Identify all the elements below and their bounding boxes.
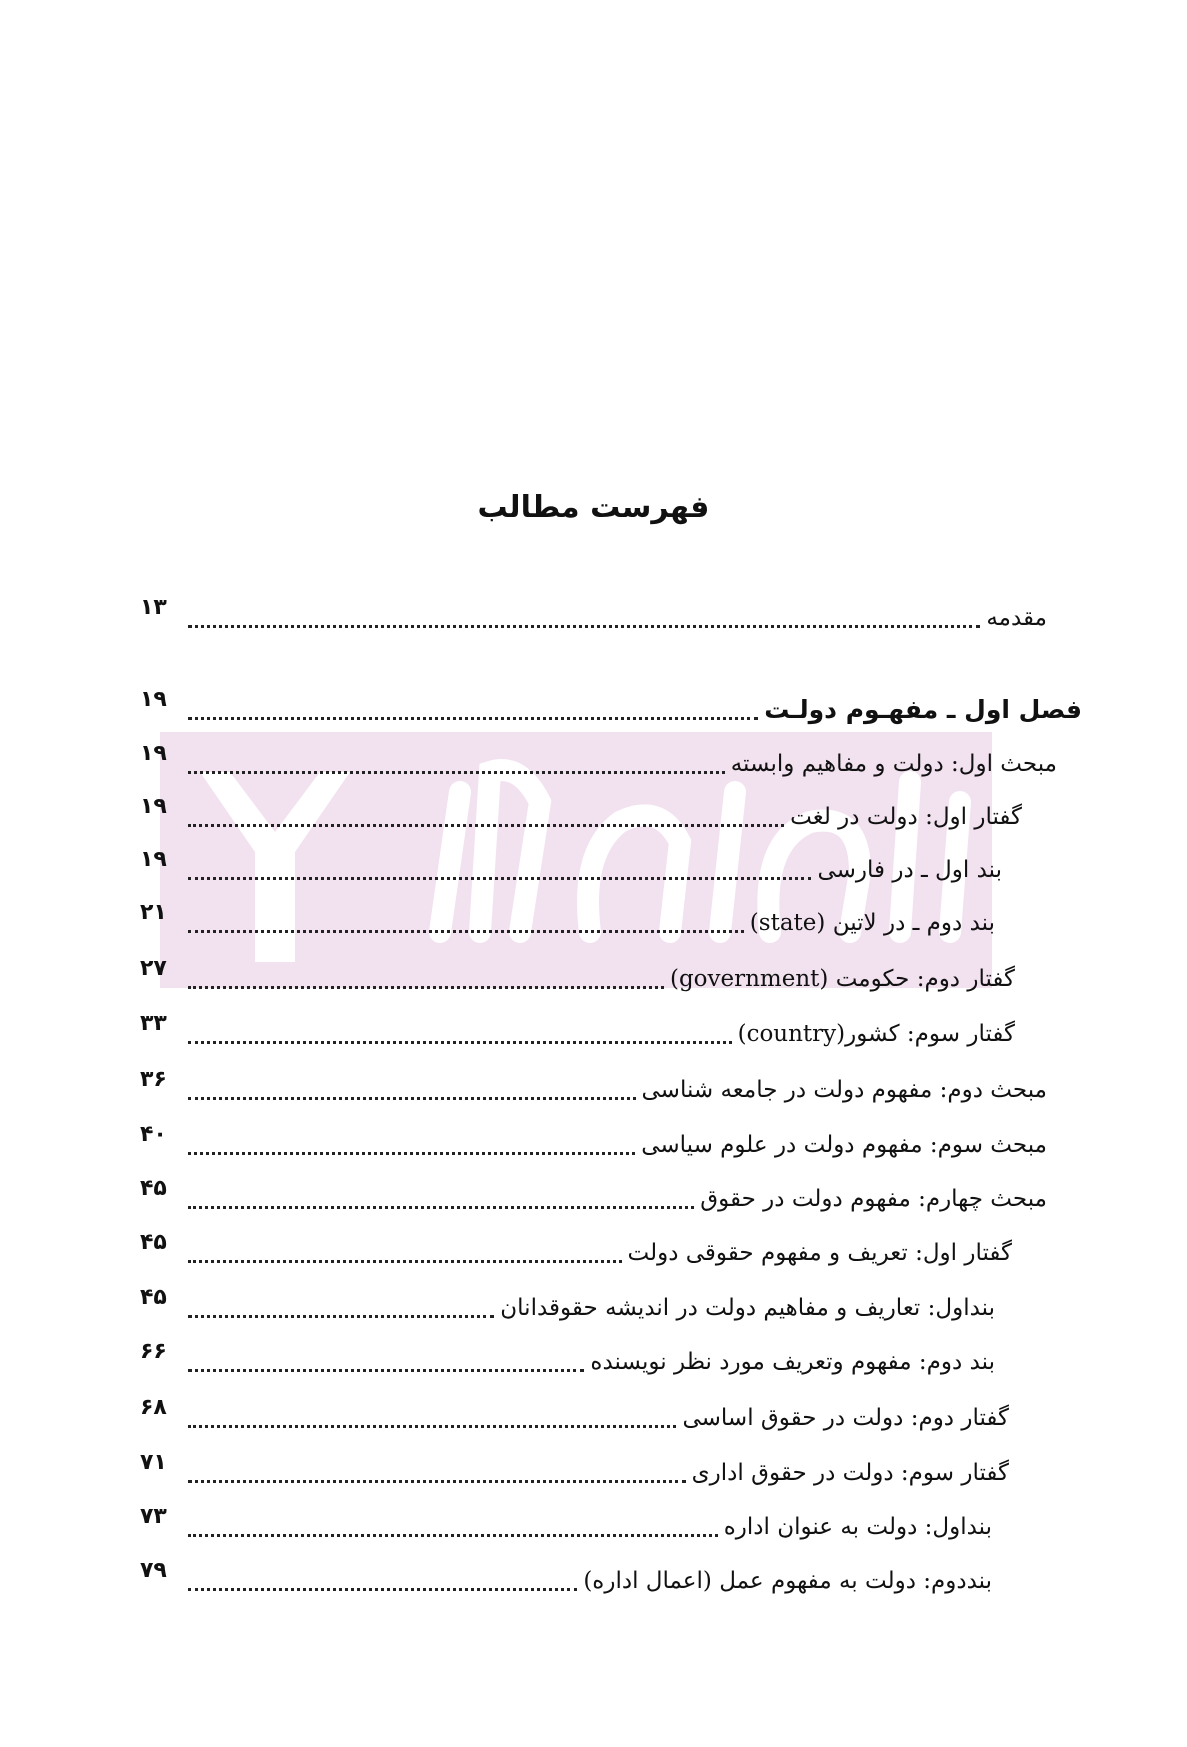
toc-page-number: ۷۹ bbox=[140, 1558, 167, 1583]
toc-page-number: ۴۰ bbox=[140, 1122, 167, 1147]
toc-entry[interactable] bbox=[140, 794, 1022, 837]
toc-entry-label: گفتار اول: دولت در لغت bbox=[790, 804, 1022, 830]
dot-leader bbox=[188, 1369, 584, 1372]
toc-entry-chapter-1[interactable] bbox=[140, 687, 1082, 730]
toc-entry-label: گفتار سوم: دولت در حقوق اداری bbox=[691, 1460, 1009, 1486]
toc-entry[interactable] bbox=[140, 847, 1002, 890]
page-title: فهرست مطالب bbox=[477, 490, 710, 525]
toc-entry[interactable] bbox=[140, 1011, 1015, 1054]
dot-leader bbox=[188, 1206, 694, 1209]
dot-leader bbox=[188, 930, 744, 933]
toc-entry-label: فصل اول ـ مفهـوم دولـت bbox=[764, 695, 1082, 724]
toc-page-number: ۶۸ bbox=[140, 1395, 167, 1420]
toc-entry-label: مقدمه bbox=[986, 605, 1047, 631]
dot-leader bbox=[188, 1480, 686, 1483]
toc-entry-preface[interactable] bbox=[140, 595, 1047, 638]
toc-entry[interactable] bbox=[140, 1067, 1047, 1110]
dot-leader bbox=[188, 877, 811, 880]
toc-entry-label: مبحث سوم: مفهوم دولت در علوم سیاسی bbox=[641, 1132, 1047, 1158]
toc-entry-label: مبحث چهارم: مفهوم دولت در حقوق bbox=[700, 1186, 1047, 1212]
toc-page-number: ۴۵ bbox=[140, 1285, 167, 1310]
dot-leader bbox=[188, 1315, 494, 1318]
toc-entry[interactable] bbox=[140, 900, 995, 943]
dot-leader bbox=[188, 1041, 732, 1044]
dot-leader bbox=[188, 771, 725, 774]
dot-leader bbox=[188, 986, 664, 989]
toc-page-number: ۷۱ bbox=[140, 1450, 167, 1475]
toc-entry-label: بند دوم ـ در لاتین (state) bbox=[749, 910, 995, 936]
toc-entry-label: گفتار اول: تعریف و مفهوم حقوقی دولت bbox=[627, 1240, 1012, 1266]
toc-page-number: ۴۵ bbox=[140, 1230, 167, 1255]
dot-leader bbox=[188, 1425, 676, 1428]
toc-entry-label: بند اول ـ در فارسی bbox=[817, 857, 1002, 883]
toc-entry-label: بنداول: دولت به عنوان اداره bbox=[723, 1514, 992, 1540]
toc-page-number: ۱۳ bbox=[140, 595, 167, 620]
toc-entry-label: بند دوم: مفهوم وتعریف مورد نظر نویسنده bbox=[590, 1349, 995, 1375]
toc-entry[interactable] bbox=[140, 1230, 1012, 1273]
toc-entry[interactable] bbox=[140, 956, 1015, 999]
dot-leader bbox=[188, 717, 758, 720]
toc-page-number: ۳۳ bbox=[140, 1011, 167, 1036]
toc-entry-label: بنداول: تعاریف و مفاهیم دولت در اندیشه حقوقدانان bbox=[500, 1295, 995, 1321]
dot-leader bbox=[188, 625, 980, 628]
toc-entry-label: گفتار دوم: دولت در حقوق اساسی bbox=[682, 1405, 1009, 1431]
toc-entry[interactable] bbox=[140, 1176, 1047, 1219]
dot-leader bbox=[188, 1260, 622, 1263]
dot-leader bbox=[188, 1097, 636, 1100]
dot-leader bbox=[188, 824, 784, 827]
dot-leader bbox=[188, 1152, 635, 1155]
toc-page-number: ۲۱ bbox=[140, 900, 167, 925]
toc-entry[interactable] bbox=[140, 1558, 992, 1601]
toc-entry-label: گفتار سوم: کشور(country) bbox=[737, 1021, 1015, 1047]
toc-page-number: ۱۹ bbox=[140, 741, 167, 766]
toc-page-number: ۱۹ bbox=[140, 847, 167, 872]
dot-leader bbox=[188, 1534, 718, 1537]
toc-entry[interactable] bbox=[140, 1504, 992, 1547]
toc-entry[interactable] bbox=[140, 1395, 1009, 1438]
toc-page-number: ۱۹ bbox=[140, 794, 167, 819]
toc-entry[interactable] bbox=[140, 1122, 1047, 1165]
toc-entry[interactable] bbox=[140, 1450, 1009, 1493]
toc-page-number: ۲۷ bbox=[140, 956, 167, 981]
toc-entry[interactable] bbox=[140, 741, 1057, 784]
dot-leader bbox=[188, 1588, 577, 1591]
toc-page-number: ۴۵ bbox=[140, 1176, 167, 1201]
toc-page-number: ۷۳ bbox=[140, 1504, 167, 1529]
toc-entry-label: بنددوم: دولت به مفهوم عمل (اعمال اداره) bbox=[583, 1568, 992, 1594]
toc-page-number: ۱۹ bbox=[140, 687, 167, 712]
toc-page-number: ۶۶ bbox=[140, 1339, 167, 1364]
toc-entry[interactable] bbox=[140, 1285, 995, 1328]
toc-entry-label: مبحث دوم: مفهوم دولت در جامعه شناسی bbox=[641, 1077, 1047, 1103]
toc-entry-label: مبحث اول: دولت و مفاهیم وابسته bbox=[730, 751, 1057, 777]
toc-page-number: ۳۶ bbox=[140, 1067, 167, 1092]
toc-entry-label: گفتار دوم: حکومت (government) bbox=[669, 966, 1015, 992]
toc-entry[interactable] bbox=[140, 1339, 995, 1382]
